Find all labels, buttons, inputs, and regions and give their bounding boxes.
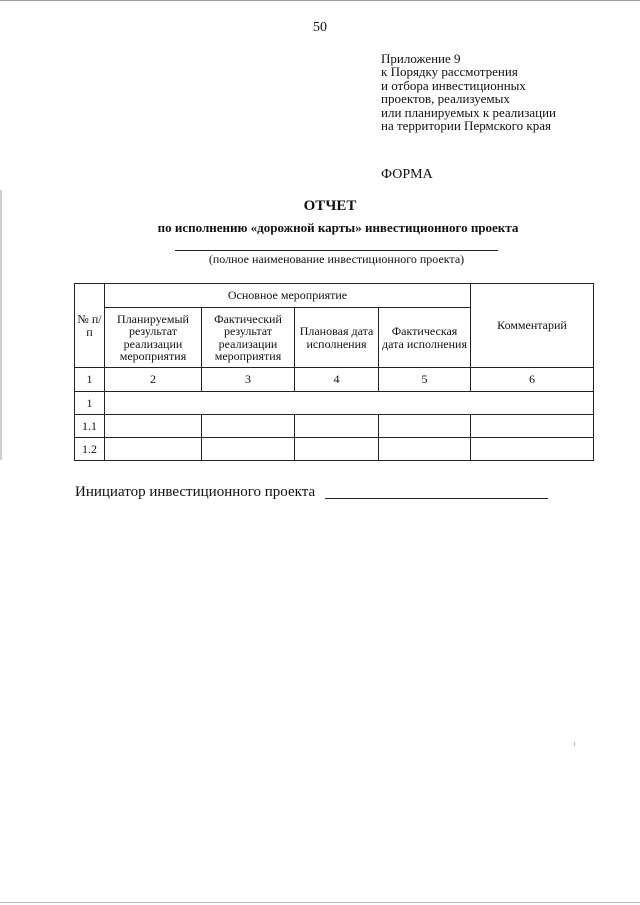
table-cell[interactable] <box>105 438 202 461</box>
report-title: ОТЧЕТ <box>303 198 357 214</box>
column-number-cell: 5 <box>379 368 471 392</box>
appendix-line: или планируемых к реализации <box>381 104 557 120</box>
table-cell[interactable] <box>295 415 379 438</box>
table-cell[interactable] <box>471 438 594 461</box>
table-row <box>75 438 594 461</box>
column-number-cell: 2 <box>105 368 202 392</box>
appendix-note <box>381 52 556 132</box>
table-cell[interactable] <box>202 415 295 438</box>
project-name-caption: (полное наименование инвестиционного проекта) <box>208 252 465 266</box>
scan-edge-bottom <box>0 902 640 903</box>
report-table <box>74 283 594 461</box>
initiator-label: Инициатор инвестиционного проекта <box>75 484 316 500</box>
column-number-cell: 4 <box>295 368 379 392</box>
appendix-line: Приложение 9 <box>381 51 461 66</box>
table-cell[interactable] <box>105 415 202 438</box>
appendix-line: проектов, реализуемых <box>381 91 510 107</box>
column-number-cell: 1 <box>75 368 105 392</box>
table-row <box>75 392 594 415</box>
table-cell[interactable] <box>202 438 295 461</box>
row-number-cell: 1 <box>75 392 105 415</box>
column-number-row <box>75 368 594 392</box>
table-cell[interactable] <box>379 415 471 438</box>
header-cell-planned-result: Планируемый результат реализации мероприятия <box>105 308 202 368</box>
scan-mark <box>574 742 575 746</box>
table-header-row <box>75 284 594 308</box>
appendix-line: и отбора инвестиционных <box>381 77 526 93</box>
header-cell-main-activity: Основное мероприятие <box>105 284 471 308</box>
header-cell-actual-result: Фактический результат реализации мероприятия <box>202 308 295 368</box>
appendix-line: к Порядку рассмотрения <box>381 64 518 80</box>
table-cell[interactable] <box>295 438 379 461</box>
scan-edge-top <box>0 0 640 1</box>
row-number-cell: 1.2 <box>75 438 105 461</box>
column-number-cell: 6 <box>471 368 594 392</box>
table-cell[interactable] <box>471 415 594 438</box>
header-cell-number: № п/п <box>75 284 105 368</box>
initiator-signature-line[interactable] <box>325 498 548 499</box>
page-number: 50 <box>313 20 327 35</box>
column-number-cell: 3 <box>202 368 295 392</box>
table-row <box>75 415 594 438</box>
form-label: ФОРМА <box>381 167 433 182</box>
row-merged-cell[interactable] <box>105 392 594 415</box>
project-name-line <box>175 250 498 251</box>
table-cell[interactable] <box>379 438 471 461</box>
header-cell-comment: Комментарий <box>471 284 594 368</box>
header-cell-actual-date: Фактическая дата исполнения <box>379 308 471 368</box>
row-number-cell: 1.1 <box>75 415 105 438</box>
report-subtitle: по исполнению «дорожной карты» инвестиционного проекта <box>157 220 519 235</box>
appendix-line: на территории Пермского края <box>381 118 551 134</box>
header-cell-planned-date: Плановая дата исполнения <box>295 308 379 368</box>
